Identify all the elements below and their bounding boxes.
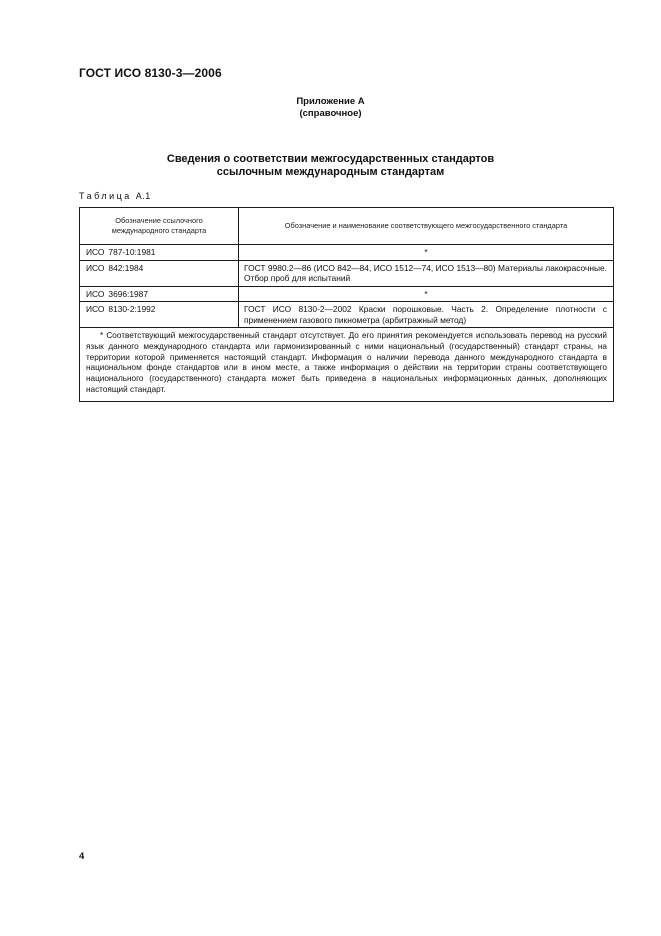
document-code: ГОСТ ИСО 8130-3—2006 <box>79 66 222 80</box>
page-number: 4 <box>79 851 85 862</box>
table-row <box>80 245 614 261</box>
standard-prefix: ИСО <box>86 304 105 314</box>
table-row <box>80 286 614 302</box>
table-label-number: А.1 <box>135 191 151 201</box>
international-standard-code <box>80 245 239 261</box>
annex-title: Приложение А <box>296 96 365 107</box>
annex-subtitle: (справочное) <box>299 108 362 119</box>
international-standard-code <box>80 286 239 302</box>
interstate-standard-value: ГОСТ ИСО 8130-2—2002 Краски порошковые. Часть 2. Определение плотности с применением газового пикнометра (арбитражный метод) <box>239 302 614 328</box>
section-heading-line-1: Сведения о соответствии межгосударственных стандартов <box>166 153 495 165</box>
standard-number: 787-10:1981 <box>108 247 156 257</box>
section-heading-line-2: ссылочным международным стандартам <box>216 166 445 178</box>
table-label-word: Таблица <box>79 191 132 201</box>
table-footnote-row <box>80 328 614 402</box>
international-standard-code <box>80 260 239 286</box>
correspondence-table <box>79 207 614 402</box>
footnote-text: * Соответствующий межгосударственный стандарт отсутствует. До его принятия рекомендуется использовать перевод на русский язык данного международного стандарта или гармонизированный с ними национальный (государственный) стандарт страны, на территории которой применяется настоящий стандарт. Информация о наличии перевода данного международного стандарта в национальном фонде стандартов или в ином месте, а также информация о действии на территории страны соответствующего национального (государственного) стандарта может быть приведена в национальных информационных данных, дополняющих настоящий стандарт. <box>86 331 607 394</box>
standard-prefix: ИСО <box>86 288 105 299</box>
standard-number: 3696:1987 <box>108 288 148 299</box>
table-header-row <box>80 208 614 245</box>
standard-number: 842:1984 <box>108 262 144 273</box>
standard-prefix: ИСО <box>86 247 105 257</box>
standard-prefix: ИСО <box>86 262 105 273</box>
interstate-standard-value: * <box>239 286 614 302</box>
table-row <box>80 302 614 328</box>
column-header-interstate: Обозначение и наименование соответствующего межгосударственного стандарта <box>239 208 614 245</box>
standard-number: 8130-2:1992 <box>108 304 156 314</box>
interstate-standard-value: * <box>239 245 614 261</box>
table-row <box>80 260 614 286</box>
column-header-international: Обозначение ссылочного международного стандарта <box>80 208 239 245</box>
interstate-standard-value: ГОСТ 9980.2—86 (ИСО 842—84, ИСО 1512—74, ИСО 1513—80) Материалы лакокрасочные. Отбор проб для испытаний <box>239 260 614 286</box>
table-footnote <box>80 328 614 402</box>
international-standard-code <box>80 302 239 328</box>
table-label <box>79 191 151 201</box>
